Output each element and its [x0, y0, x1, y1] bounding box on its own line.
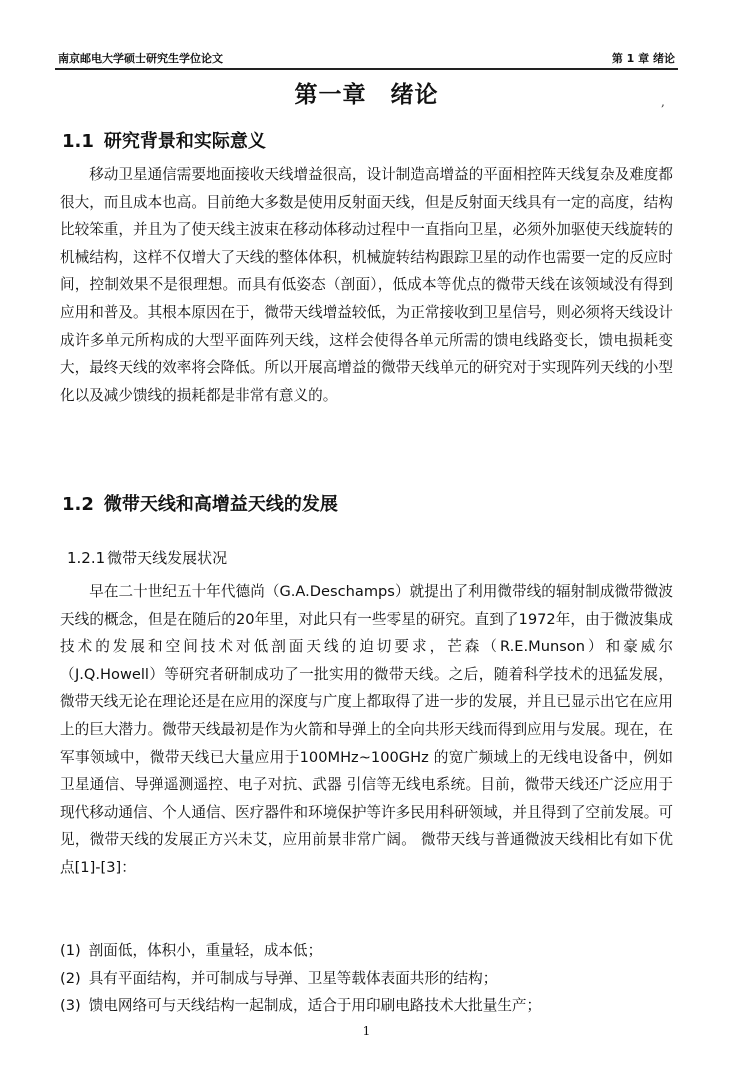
section-1-1-paragraph: 移动卫星通信需要地面接收天线增益很高，设计制造高增益的平面相控阵天线复杂及难度都很大，而且成本也高。目前绝大多数是使用反射面天线，但是反射面天线具有一定的高度，结构比较笨重，并且为了使天线主波束在移动体移动过程中一直指向卫星，必须外加驱使天线旋转的机械结构，这样不仅增大了天线的整体体积，机械旋转结构跟踪卫星的动作也需要一定的反应时间，控制效果不是很理想。而具有低姿态（剖面），低成本等优点的微带天线在该领域没有得到应用和普及。其根本原因在于，微带天线增益较低，为正常接收到卫星信号，则必须将天线设计成许多单元所构成的大型平面阵列天线，这样会使得各单元所需的馈电线路变长，馈电损耗变大，最终天线的效率将会降低。所以开展高增益的微带天线单元的研究对于实现阵列天线的小型化以及减少馈线的损耗都是非常有意义的。 [60, 166, 673, 404]
subsection-number: 1.2.1 [67, 549, 106, 567]
section-number: 1.2 [62, 494, 94, 515]
subsection-heading-1-2-1 [67, 547, 227, 568]
chapter-number: 第一章 [294, 81, 367, 108]
header-thesis-title: 南京邮电大学硕士研究生学位论文 [58, 52, 223, 65]
stray-mark: , [661, 95, 665, 109]
list-item: (2) 具有平面结构，并可制成与导弹、卫星等载体表面共形的结构； [60, 969, 498, 987]
chapter-name: 绪论 [390, 81, 439, 108]
subsection-title: 微带天线发展状况 [107, 549, 228, 567]
list-item: (3) 馈电网络可与天线结构一起制成，适合于用印刷电路技术大批量生产； [60, 997, 542, 1015]
list-item: (1) 剖面低，体积小，重量轻，成本低； [60, 942, 323, 959]
running-header [55, 46, 678, 70]
section-title: 研究背景和实际意义 [103, 131, 266, 152]
section-heading-1-1 [62, 127, 266, 153]
section-heading-1-2 [62, 490, 338, 516]
subsection-1-2-1-paragraph: 早在二十世纪五十年代德尚（G.A.Deschamps）就提出了利用微带线的辐射制成微带微波天线的概念，但是在随后的20年里，对此只有一些零星的研究。直到了1972年，由于微波集成技术的发展和空间技术对低剖面天线的迫切要求，芒森（R.E.Munson）和豪威尔（J.Q.Howell）等研究者研制成功了一批实用的微带天线。之后，随着科学技术的迅猛发展，微带天线无论在理论还是在应用的深度与广度上都取得了进一步的发展，并且已显示出它在应用上的巨大潜力。微带天线最初是作为火箭和导弹上的全向共形天线而得到应用与发展。现在，在军事领域中，微带天线已大量应用于100MHz~100GHz 的宽广频域上的无线电设备中，例如卫星通信、导弹遥测遥控、电子对抗、武器 引信等无线电系统。目前，微带天线还广泛应用于现代移动通信、个人通信、医疗器件和环境保护等许多民用科研领域，并且得到了空前发展。可见，微带天线的发展正方兴未艾，应用前景非常广阔。 微带天线与普通微波天线相比有如下优点[1]-[3]： [60, 583, 673, 876]
section-title: 微带天线和高增益天线的发展 [103, 494, 338, 515]
page-number: 1 [362, 1024, 371, 1038]
advantages-list [60, 937, 673, 1020]
section-number: 1.1 [62, 131, 94, 152]
chapter-title [0, 76, 733, 109]
header-chapter-label: 第 1 章 绪论 [611, 52, 675, 65]
